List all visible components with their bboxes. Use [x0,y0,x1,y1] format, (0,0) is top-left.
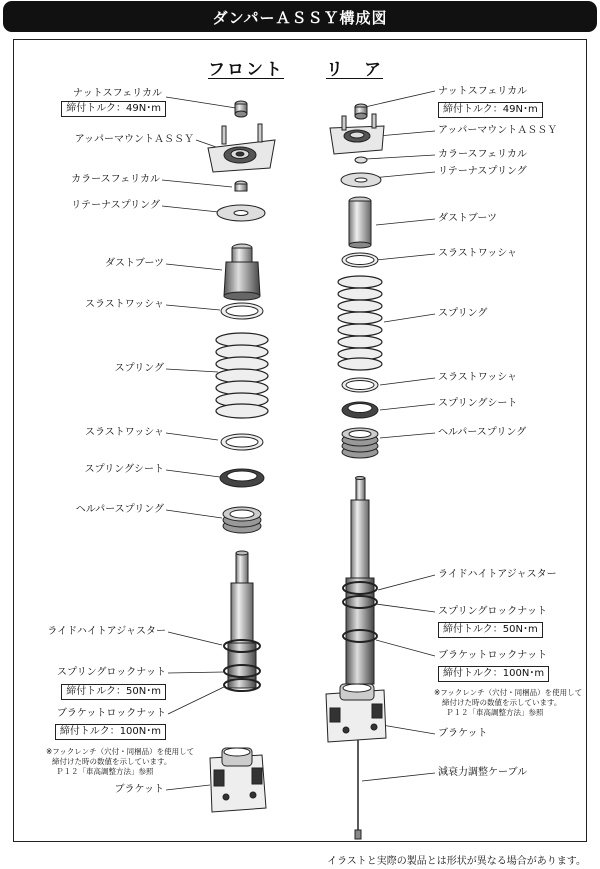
front-thrust-washer-1-label: スラストワッシャ [85,299,164,310]
front-nut-torque-box: 締付トルク：49N･m [61,101,166,117]
front-spring-lock-torque-box: 締付トルク：50N･m [61,684,166,700]
rear-bracket-lock-nut-label: ブラケットロックナット [438,650,548,661]
rear-bracket-label: ブラケット [438,728,488,739]
rear-thrust-washer-1-label: スラストワッシャ [438,248,517,259]
rear-ride-height-adjuster-label: ライドハイトアジャスター [438,569,557,580]
front-retainer-spring-label: リテーナスプリング [71,200,160,211]
rear-spring-label: スプリング [438,308,488,319]
rear-thrust-washer-2-label: スラストワッシャ [438,372,517,383]
front-bracket-lock-torque-box: 締付トルク：100N･m [55,724,166,740]
front-bracket-label: ブラケット [114,784,164,795]
rear-helper-spring-label: ヘルパースプリング [438,427,527,438]
front-helper-spring-label: ヘルパースプリング [75,504,164,515]
rear-spring-lock-torque-box: 締付トルク：50N･m [438,622,543,638]
rear-spring-seat-label: スプリングシート [438,398,518,409]
rear-nut-torque-box: 締付トルク：49N･m [438,102,543,118]
rear-spring-lock-nut-label: スプリングロックナット [438,606,547,617]
rear-retainer-spring-label: リテーナスプリング [438,166,527,177]
front-note-line-3: Ｐ１２「車高調整方法」参照 [56,767,154,776]
front-ride-height-adjuster-label: ライドハイトアジャスター [47,626,166,637]
front-spring-lock-nut-label: スプリングロックナット [57,667,166,678]
rear-heading: リ ア [326,60,383,80]
page-title: ダンパーＡＳＳＹ構成図 [212,9,388,27]
front-upper-mount-label: アッパーマウントＡＳＳＹ [74,134,194,145]
front-spring-label: スプリング [114,363,164,374]
front-dust-boots-label: ダストブーツ [105,258,164,269]
front-thrust-washer-2-label: スラストワッシャ [85,427,164,438]
rear-bracket-lock-torque-box: 締付トルク：100N･m [438,666,549,682]
front-note-line-2: 締付けた時の数値を示しています。 [52,757,172,766]
front-parts [208,101,275,812]
front-nut-sphere-label: ナットスフェリカル [72,88,162,99]
rear-note-line-1: ※フックレンチ（穴付・同梱品）を使用して [434,688,583,697]
rear-dust-boots-label: ダストブーツ [438,213,497,224]
rear-note-line-2: 締付けた時の数値を示しています。 [442,698,562,707]
rear-damping-cable-label: 減衰力調整ケーブル [438,767,528,778]
front-collar-sphere-label: カラースフェリカル [71,174,160,185]
rear-collar-sphere-label: カラースフェリカル [438,149,527,160]
rear-note-line-3: Ｐ１２「車高調整方法」参照 [446,708,544,717]
rear-parts [326,104,386,839]
front-bracket-lock-nut-label: ブラケットロックナット [56,708,166,719]
footer-disclaimer: イラストと実際の製品とは形状が異なる場合があります。 [327,856,586,867]
front-spring-seat-label: スプリングシート [84,464,164,475]
front-heading: フロント [208,60,284,80]
front-note-line-1: ※フックレンチ（穴付・同梱品）を使用して [46,747,195,756]
rear-nut-sphere-label: ナットスフェリカル [438,86,528,97]
rear-upper-mount-label: アッパーマウントＡＳＳＹ [438,125,558,136]
